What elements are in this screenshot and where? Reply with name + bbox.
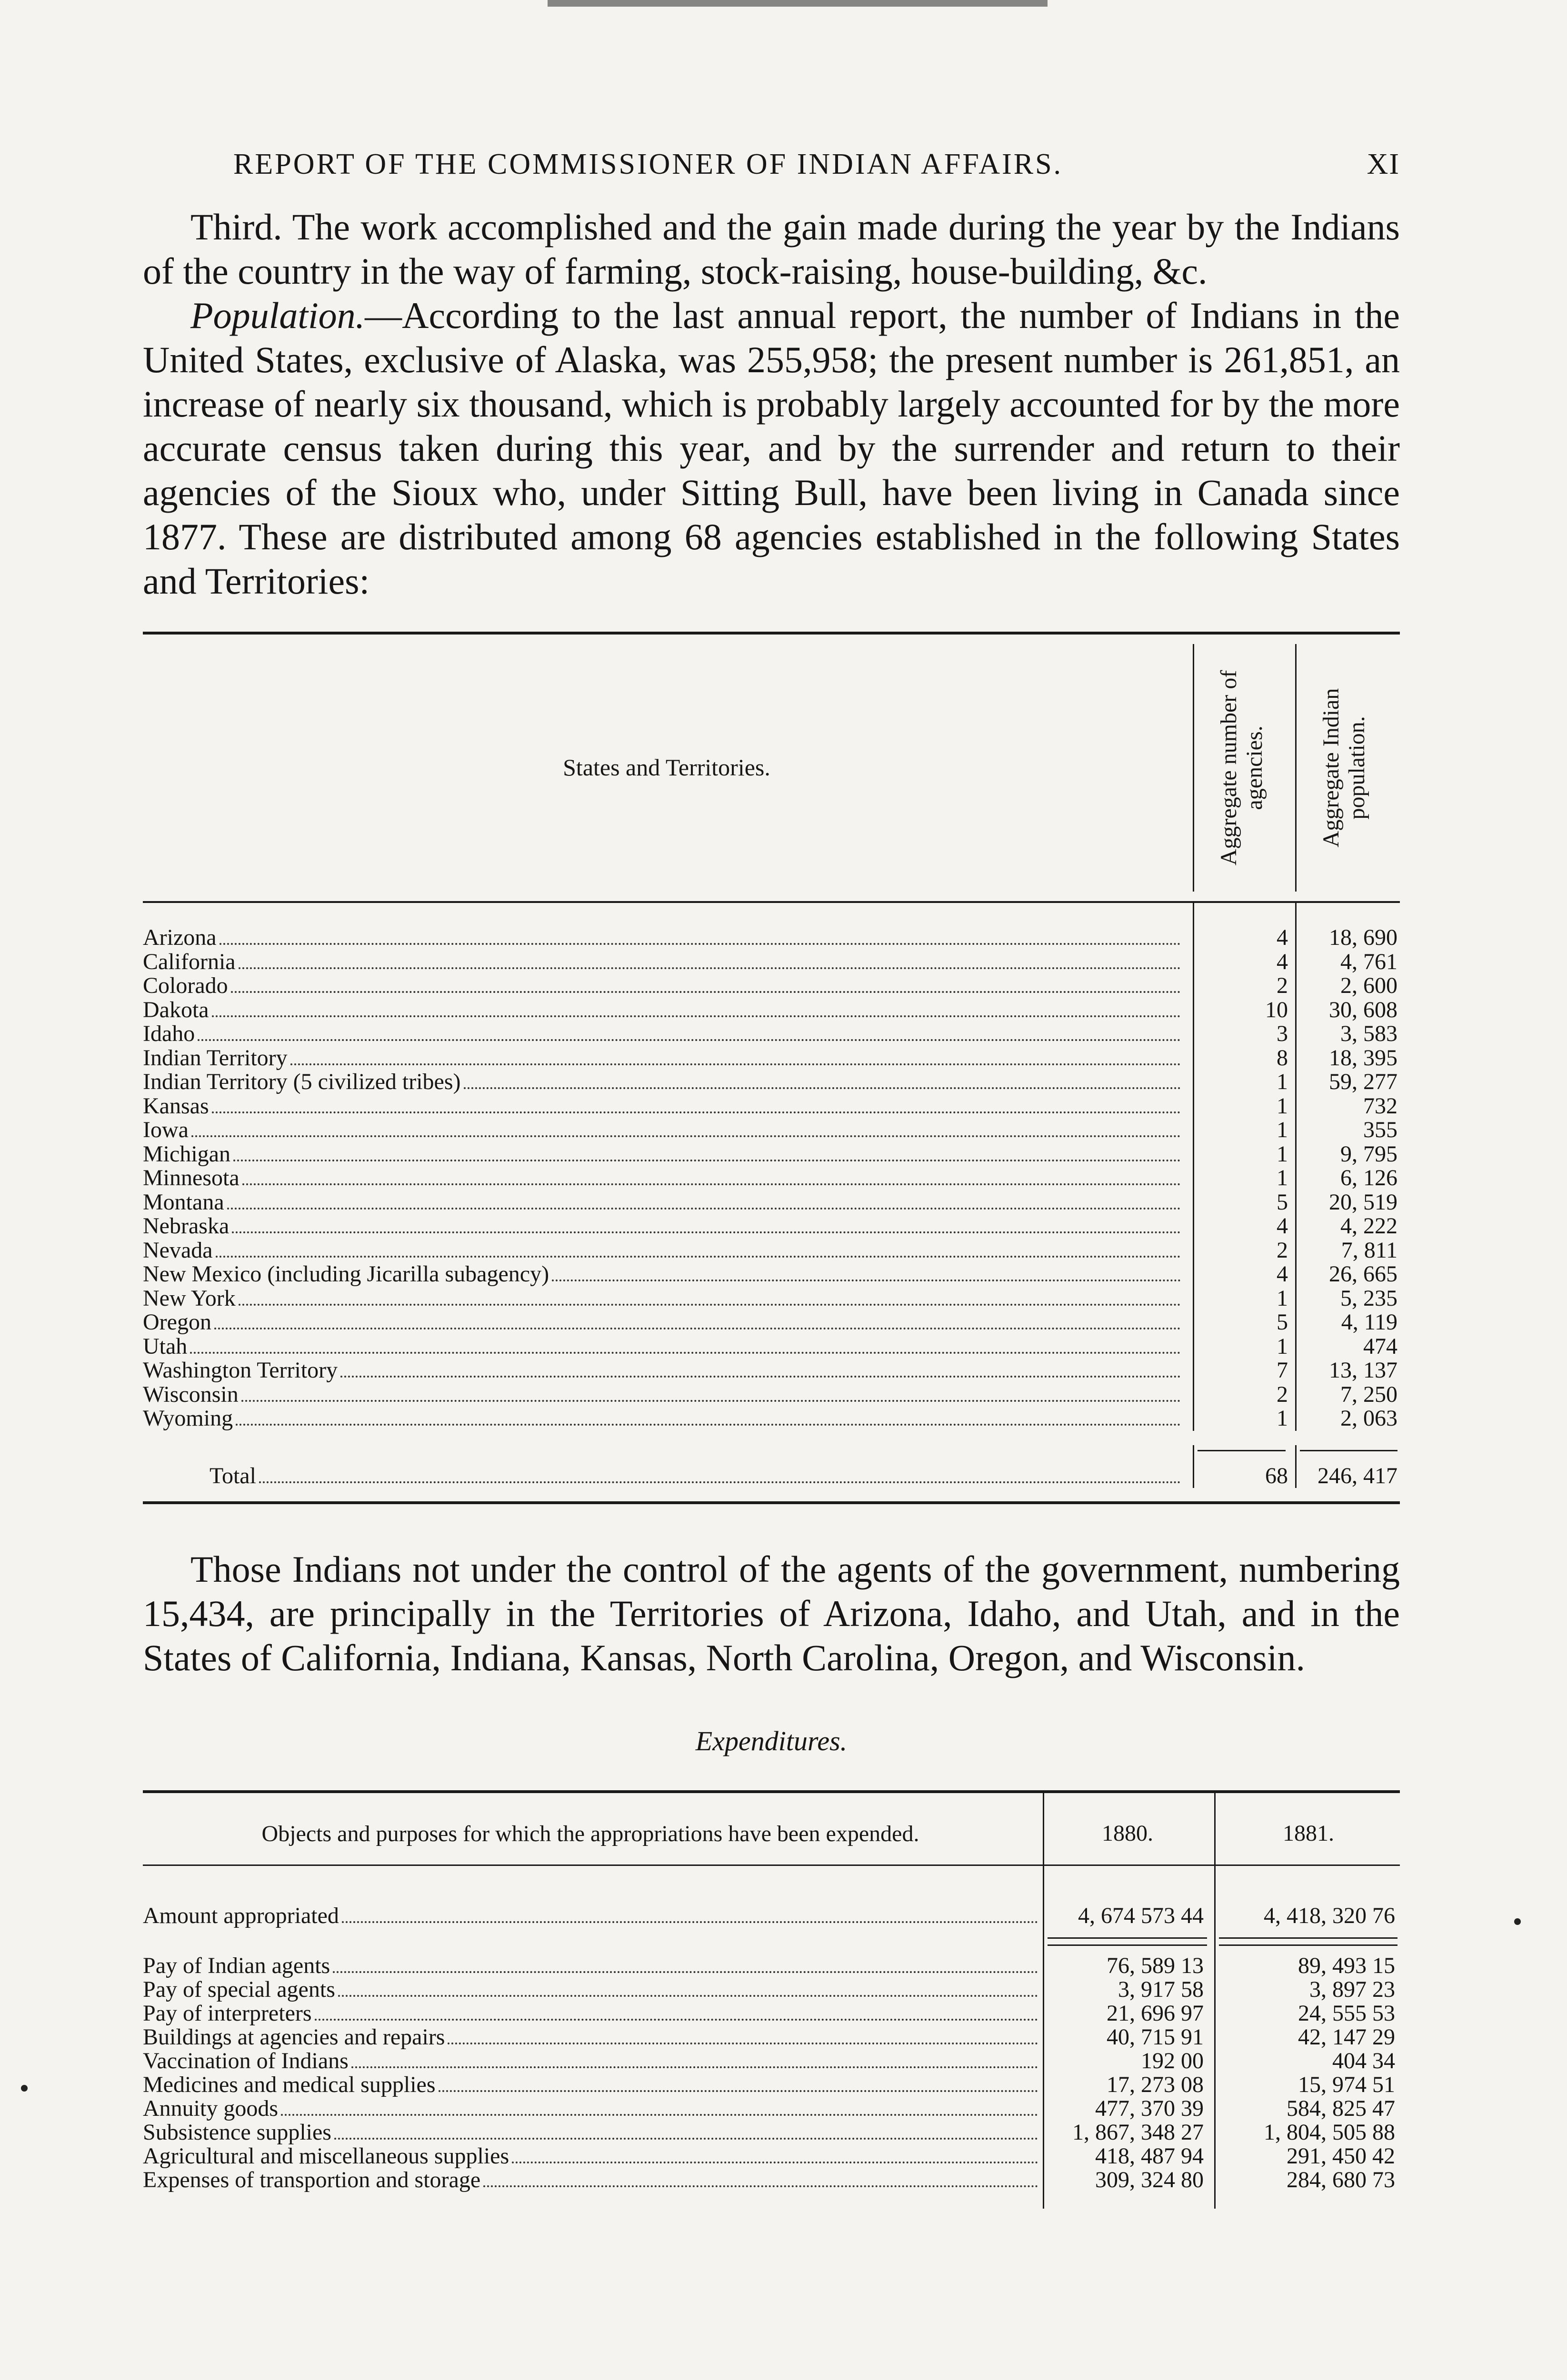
indian-population: 5, 235 <box>1340 1285 1397 1311</box>
state-name-cell <box>143 1094 1181 1118</box>
total-agencies: 68 <box>1265 1463 1288 1488</box>
header-states: States and Territories. <box>563 754 770 781</box>
expenditure-label-cell <box>143 2073 1038 2097</box>
total-label: Total <box>210 1463 256 1488</box>
expenditure-1880: 1, 867, 348 27 <box>1072 2119 1204 2145</box>
state-name-cell <box>143 1262 1181 1286</box>
leader-dots <box>220 943 1181 945</box>
expenditure-row <box>143 2168 1400 2192</box>
leader-dots <box>439 2090 1038 2092</box>
agency-row <box>143 1022 1400 1046</box>
expenditure-label-cell <box>143 1954 1038 1978</box>
header-objects: Objects and purposes for which the appropriations have been expended. <box>261 1821 919 1846</box>
indian-population: 20, 519 <box>1329 1189 1397 1215</box>
header-agencies: Aggregate number of agencies. <box>1216 670 1267 866</box>
indian-population: 732 <box>1363 1093 1397 1119</box>
scan-speck <box>1514 1918 1521 1925</box>
agency-count: 4 <box>1277 949 1288 974</box>
expenditure-label: Pay of interpreters <box>143 2000 312 2026</box>
header-population: Aggregate Indian population. <box>1318 688 1369 848</box>
expenditure-row <box>143 2144 1400 2168</box>
expenditure-1880: 418, 487 94 <box>1095 2143 1204 2169</box>
agency-count: 1 <box>1277 1333 1288 1359</box>
leader-dots <box>334 2138 1038 2140</box>
expenditure-label-cell <box>143 2168 1038 2192</box>
agency-count: 2 <box>1277 1237 1288 1263</box>
state-name: Indian Territory (5 civilized tribes) <box>143 1070 461 1094</box>
population-text: —According to the last annual report, the number of Indians in the United States, exclusive of Alaska, was 255,958; the present number is 261,851, an increase of nearly six thousand, which is probably largely accounted for by the more accurate census taken during this year, and by the surrender and return to their agencies of the Sioux who, under Sitting Bull, have been living in Canada since 1877. These are distributed among 68 agencies established in the following States and Territories: <box>143 295 1400 602</box>
indian-population: 4, 119 <box>1341 1309 1397 1335</box>
indian-population: 3, 583 <box>1340 1021 1397 1046</box>
expenditure-1881: 1, 804, 505 88 <box>1264 2119 1395 2145</box>
indian-population: 59, 277 <box>1329 1069 1397 1094</box>
indian-population: 474 <box>1363 1333 1397 1359</box>
leader-dots <box>190 1352 1181 1354</box>
expenditure-1881: 284, 680 73 <box>1287 2167 1395 2192</box>
expenditure-1881: 291, 450 42 <box>1287 2143 1395 2169</box>
leader-dots <box>448 2043 1038 2044</box>
agency-row <box>143 1407 1400 1431</box>
expenditure-row <box>143 1954 1400 1978</box>
state-name: Colorado <box>143 974 228 998</box>
agencies-table-header <box>143 635 1400 903</box>
agency-row <box>143 1094 1400 1119</box>
agency-row <box>143 998 1400 1022</box>
expenditure-label: Pay of Indian agents <box>143 1953 330 1978</box>
agency-count: 8 <box>1277 1045 1288 1071</box>
state-name-cell <box>143 1359 1181 1382</box>
paragraph-population <box>143 293 1400 603</box>
leader-dots <box>259 1481 1181 1483</box>
state-name: Idaho <box>143 1022 195 1046</box>
agency-row <box>143 1359 1400 1383</box>
expenditure-row <box>143 1978 1400 2002</box>
state-name: Dakota <box>143 998 209 1022</box>
leader-dots <box>242 1183 1181 1185</box>
expenditure-label: Annuity goods <box>143 2095 279 2121</box>
expenditure-1880: 192 00 <box>1141 2048 1204 2073</box>
leader-dots <box>214 1328 1181 1329</box>
page-number: XI <box>1367 148 1400 180</box>
state-name-cell <box>143 1046 1181 1070</box>
document-page <box>143 148 1400 2209</box>
expenditure-label-cell <box>143 2049 1038 2073</box>
expenditures-table-body <box>143 1866 1400 2209</box>
indian-population: 2, 600 <box>1340 973 1397 998</box>
leader-dots <box>552 1279 1181 1281</box>
indian-population: 6, 126 <box>1340 1165 1397 1190</box>
leader-dots <box>233 1160 1181 1161</box>
expenditure-label: Vaccination of Indians <box>143 2048 349 2073</box>
leader-dots <box>351 2066 1038 2068</box>
state-name-cell <box>143 1287 1181 1310</box>
state-name-cell <box>143 1022 1181 1046</box>
agency-row <box>143 1118 1400 1142</box>
state-name: Indian Territory <box>143 1046 288 1070</box>
state-name: New York <box>143 1286 236 1310</box>
expenditure-row <box>143 2002 1400 2025</box>
leader-dots <box>281 2114 1038 2116</box>
expenditures-table-header <box>143 1793 1400 1866</box>
agency-count: 1 <box>1277 1117 1288 1142</box>
state-name-cell <box>143 1118 1181 1142</box>
leader-dots <box>315 2019 1038 2021</box>
expenditure-1881: 3, 897 23 <box>1309 1976 1395 2002</box>
state-name-cell <box>143 1142 1181 1166</box>
expenditure-row <box>143 2073 1400 2097</box>
expenditure-1881: 42, 147 29 <box>1298 2024 1395 2050</box>
double-rule <box>1048 1937 1207 1946</box>
expenditure-label-cell <box>143 2121 1038 2144</box>
agency-count: 1 <box>1277 1406 1288 1431</box>
state-name: California <box>143 950 236 974</box>
state-name: Wisconsin <box>143 1382 239 1407</box>
agency-count: 1 <box>1277 1093 1288 1119</box>
leader-dots <box>232 1231 1181 1233</box>
agency-row <box>143 1287 1400 1311</box>
indian-population: 30, 608 <box>1329 997 1397 1022</box>
header-1880: 1880. <box>1043 1793 1211 1864</box>
expenditure-label-cell <box>143 2144 1038 2168</box>
agency-row <box>143 1046 1400 1071</box>
state-name: Nebraska <box>143 1214 230 1238</box>
leader-dots <box>231 991 1181 993</box>
expenditure-1880: 477, 370 39 <box>1095 2095 1204 2121</box>
state-name: Michigan <box>143 1142 230 1166</box>
expenditure-1881: 89, 493 15 <box>1298 1953 1395 1978</box>
indian-population: 26, 665 <box>1329 1261 1397 1287</box>
expenditure-label-cell <box>143 2002 1038 2025</box>
expenditure-1880: 3, 917 58 <box>1118 1976 1204 2002</box>
indian-population: 18, 395 <box>1329 1045 1397 1071</box>
agency-count: 4 <box>1277 925 1288 950</box>
agency-count: 1 <box>1277 1285 1288 1311</box>
expenditures-title: Expenditures. <box>695 1725 848 1756</box>
expenditure-label: Agricultural and miscellaneous supplies <box>143 2143 509 2169</box>
indian-population: 18, 690 <box>1329 925 1397 950</box>
running-head <box>143 148 1400 205</box>
state-name: Nevada <box>143 1238 213 1262</box>
sum-rule <box>1300 1450 1397 1451</box>
state-name-cell <box>143 1310 1181 1334</box>
agency-count: 1 <box>1277 1165 1288 1190</box>
agency-row <box>143 1142 1400 1167</box>
agency-row <box>143 1239 1400 1263</box>
expenditure-label: Expenses of transportion and storage <box>143 2167 481 2192</box>
leader-dots <box>338 1995 1038 1997</box>
agency-row <box>143 1166 1400 1190</box>
agencies-table-body <box>143 903 1400 1431</box>
state-name: Oregon <box>143 1310 211 1334</box>
expenditure-label: Buildings at agencies and repairs <box>143 2024 445 2050</box>
paragraph-not-under-control: Those Indians not under the control of the agents of the government, numbering 15,434, are principally in the Territories of Arizona, Idaho, and Utah, and in the States of California, Indiana, Kansas, North Carolina, Oregon, and Wisconsin. <box>143 1548 1400 1678</box>
population-lead: Population. <box>190 295 365 336</box>
expenditure-row <box>143 2049 1400 2073</box>
expenditure-1881: 24, 555 53 <box>1298 2000 1395 2026</box>
leader-dots <box>333 1971 1038 1973</box>
leader-dots <box>212 1111 1181 1113</box>
expenditure-label-cell <box>143 2097 1038 2121</box>
leader-dots <box>236 1424 1181 1426</box>
expenditure-1880: 17, 273 08 <box>1107 2072 1204 2097</box>
expenditure-1881: 404 34 <box>1332 2048 1395 2073</box>
leader-dots <box>340 1376 1181 1378</box>
expenditure-1880: 21, 696 97 <box>1107 2000 1204 2026</box>
agency-count: 7 <box>1277 1358 1288 1383</box>
agency-count: 4 <box>1277 1213 1288 1239</box>
agencies-table <box>143 632 1400 1504</box>
agency-count: 3 <box>1277 1021 1288 1046</box>
appropriated-1880: 4, 674 573 44 <box>1078 1903 1204 1928</box>
indian-population: 2, 063 <box>1340 1406 1397 1431</box>
agency-row <box>143 926 1400 950</box>
agency-row <box>143 1335 1400 1359</box>
total-label-cell <box>210 1464 1181 1488</box>
sum-rule <box>1198 1450 1286 1451</box>
agency-row <box>143 950 1400 974</box>
scan-edge-mark <box>548 0 1048 7</box>
double-rule <box>1219 1937 1397 1946</box>
state-name-cell <box>143 974 1181 998</box>
agency-count: 1 <box>1277 1069 1288 1094</box>
state-name: New Mexico (including Jicarilla subagency) <box>143 1262 549 1286</box>
header-population-cell <box>1295 644 1392 892</box>
agency-count: 4 <box>1277 1261 1288 1287</box>
agency-count: 5 <box>1277 1309 1288 1335</box>
leader-dots <box>212 1015 1181 1017</box>
expenditure-1881: 15, 974 51 <box>1298 2072 1395 2097</box>
leader-dots <box>464 1087 1181 1089</box>
leader-dots <box>512 2162 1038 2163</box>
expenditure-1880: 309, 324 80 <box>1095 2167 1204 2192</box>
leader-dots <box>239 967 1181 969</box>
expenditure-label: Medicines and medical supplies <box>143 2072 436 2097</box>
expenditure-row <box>143 2121 1400 2144</box>
running-head-title: REPORT OF THE COMMISSIONER OF INDIAN AFFAIRS. <box>233 148 1063 180</box>
agency-row <box>143 974 1400 998</box>
total-population: 246, 417 <box>1317 1463 1397 1488</box>
agency-count: 1 <box>1277 1141 1288 1167</box>
state-name-cell <box>143 998 1181 1022</box>
state-name-cell <box>143 1383 1181 1407</box>
state-name-cell <box>143 1214 1181 1238</box>
state-name: Kansas <box>143 1094 209 1118</box>
expenditure-row <box>143 2097 1400 2121</box>
agency-count: 2 <box>1277 973 1288 998</box>
state-name: Utah <box>143 1334 188 1359</box>
leader-dots <box>216 1256 1181 1258</box>
indian-population: 9, 795 <box>1340 1141 1397 1167</box>
agency-row <box>143 1214 1400 1239</box>
leader-dots <box>290 1063 1181 1065</box>
indian-population: 7, 811 <box>1341 1237 1397 1263</box>
scan-speck <box>21 2085 28 2092</box>
paragraph-third: Third. The work accomplished and the gain made during the year by the Indians of the country in the way of farming, stock-raising, house-building, &c. <box>143 206 1400 292</box>
agency-row <box>143 1383 1400 1407</box>
agency-row <box>143 1190 1400 1215</box>
state-name: Washington Territory <box>143 1359 338 1382</box>
leader-dots <box>241 1400 1181 1402</box>
expenditures-table <box>143 1790 1400 2209</box>
appropriated-row <box>143 1904 1400 1928</box>
state-name: Iowa <box>143 1118 189 1142</box>
agencies-total-row <box>143 1445 1400 1497</box>
state-name-cell <box>143 1190 1181 1214</box>
agency-row <box>143 1310 1400 1335</box>
appropriated-label: Amount appropriated <box>143 1903 339 1928</box>
state-name-cell <box>143 1335 1181 1359</box>
state-name-cell <box>143 1070 1181 1094</box>
agency-row <box>143 1070 1400 1094</box>
appropriated-label-cell <box>143 1904 1038 1928</box>
indian-population: 4, 761 <box>1340 949 1397 974</box>
agency-row <box>143 1262 1400 1287</box>
state-name-cell <box>143 1166 1181 1190</box>
state-name-cell <box>143 1407 1181 1430</box>
expenditure-label: Pay of special agents <box>143 1976 335 2002</box>
expenditure-label-cell <box>143 2025 1038 2049</box>
expenditure-row <box>143 2025 1400 2049</box>
leader-dots <box>483 2185 1038 2187</box>
agency-count: 2 <box>1277 1381 1288 1407</box>
state-name: Arizona <box>143 926 217 950</box>
state-name-cell <box>143 1239 1181 1262</box>
expenditure-1880: 76, 589 13 <box>1107 1953 1204 1978</box>
leader-dots <box>227 1208 1181 1210</box>
expenditures-rows <box>143 1954 1400 2192</box>
state-name: Wyoming <box>143 1407 233 1430</box>
indian-population: 355 <box>1363 1117 1397 1142</box>
state-name: Montana <box>143 1190 224 1214</box>
leader-dots <box>198 1039 1181 1041</box>
expenditure-label-cell <box>143 1978 1038 2002</box>
expenditure-1880: 40, 715 91 <box>1107 2024 1204 2050</box>
leader-dots <box>342 1921 1038 1923</box>
agency-count: 10 <box>1265 997 1288 1022</box>
expenditure-label: Subsistence supplies <box>143 2119 331 2145</box>
leader-dots <box>191 1135 1181 1137</box>
header-agencies-cell <box>1193 644 1289 892</box>
state-name: Minnesota <box>143 1166 240 1190</box>
leader-dots <box>239 1304 1181 1306</box>
expenditure-1881: 584, 825 47 <box>1287 2095 1395 2121</box>
state-name-cell <box>143 950 1181 974</box>
state-name-cell <box>143 926 1181 950</box>
table-bottom-rule <box>143 1501 1400 1504</box>
indian-population: 13, 137 <box>1329 1358 1397 1383</box>
indian-population: 4, 222 <box>1340 1213 1397 1239</box>
appropriated-1881: 4, 418, 320 76 <box>1264 1903 1395 1928</box>
header-1881: 1881. <box>1214 1793 1401 1864</box>
indian-population: 7, 250 <box>1340 1381 1397 1407</box>
agency-count: 5 <box>1277 1189 1288 1215</box>
